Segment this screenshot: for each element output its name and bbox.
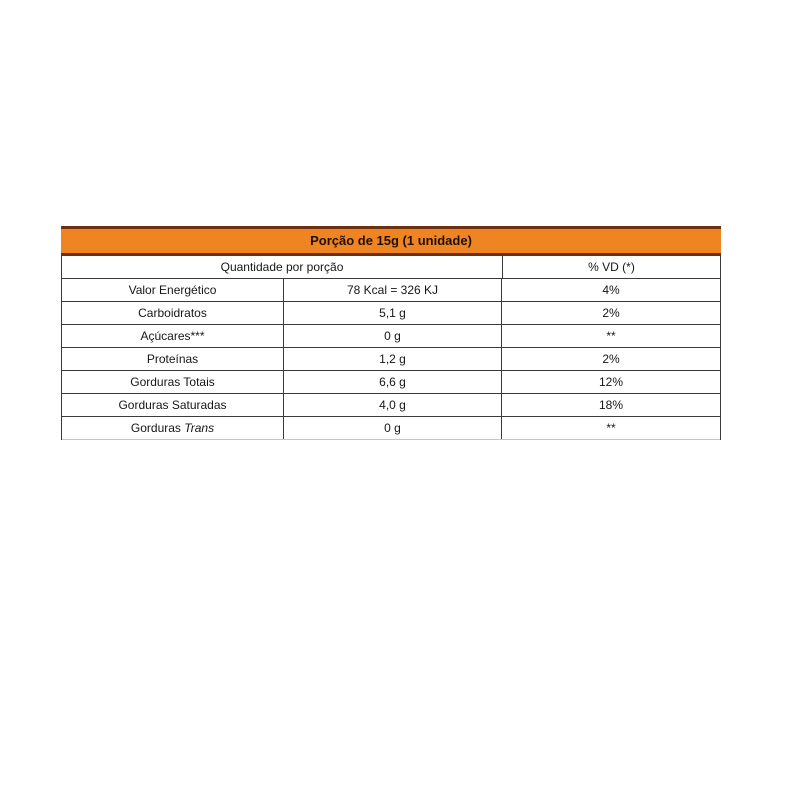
nutrient-label: Carboidratos	[62, 302, 284, 324]
nutrient-label: Gorduras Totais	[62, 371, 284, 393]
column-header-row	[62, 256, 720, 279]
nutrient-quantity-value: 6,6 g	[284, 371, 502, 393]
nutrient-daily-value: 4%	[602, 283, 620, 297]
nutrient-quantity-value: 0 g	[284, 325, 502, 347]
nutrient-daily-value: 2%	[602, 352, 620, 366]
table-row	[62, 394, 720, 417]
nutrient-label-italic-part: Trans	[184, 421, 215, 435]
table-row	[62, 348, 720, 371]
nutrient-label: Açúcares***	[62, 325, 284, 347]
nutrient-daily-value: 18%	[598, 398, 624, 412]
table-row	[62, 371, 720, 394]
table-grid	[61, 256, 721, 440]
nutrient-label: Proteínas	[62, 348, 284, 370]
nutrient-label: Gorduras Saturadas	[62, 394, 284, 416]
column-header-quantity: Quantidade por porção	[62, 256, 503, 278]
table-row	[62, 302, 720, 325]
column-header-daily-value: % VD (*)	[588, 260, 635, 274]
nutrient-daily-value: 12%	[598, 375, 624, 389]
nutrient-quantity-value: 1,2 g	[284, 348, 502, 370]
table-row	[62, 279, 720, 302]
nutrient-quantity-value: 4,0 g	[284, 394, 502, 416]
nutrient-daily-value: 2%	[602, 306, 620, 320]
serving-title: Porção de 15g (1 unidade)	[310, 233, 472, 248]
nutrition-table	[61, 226, 721, 440]
table-body	[62, 279, 720, 440]
nutrient-label: Gorduras Trans	[62, 417, 284, 439]
nutrient-daily-value: **	[606, 329, 616, 343]
nutrient-label: Valor Energético	[62, 279, 284, 301]
nutrient-quantity-value: 5,1 g	[284, 302, 502, 324]
nutrient-quantity-value: 78 Kcal = 326 KJ	[284, 279, 502, 301]
table-row	[62, 417, 720, 440]
nutrient-daily-value: **	[606, 421, 616, 435]
serving-header-band	[61, 226, 721, 256]
nutrient-quantity-value: 0 g	[284, 417, 502, 439]
table-row	[62, 325, 720, 348]
